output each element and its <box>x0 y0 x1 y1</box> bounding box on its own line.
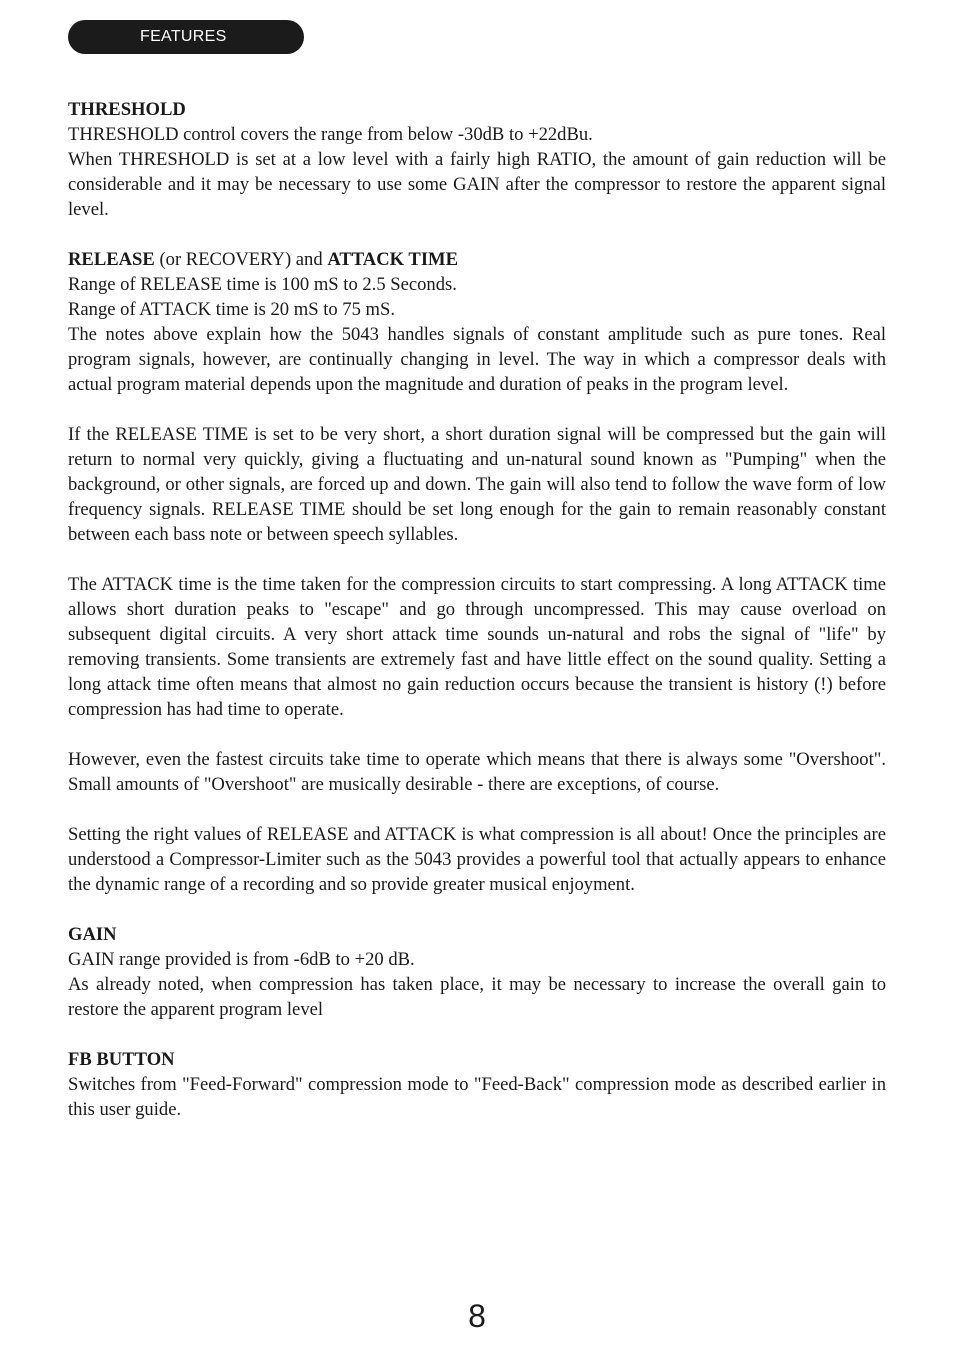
page-number: 8 <box>468 1298 486 1334</box>
overshoot-paragraph: However, even the fastest circuits take time to operate which means that there is always some "Overshoot". Small amounts of "Overshoot" are musically desirable - there are exceptions, of course. <box>68 749 886 795</box>
release-attack-heading <box>68 247 886 272</box>
document-body <box>68 97 886 1122</box>
fb-button-heading: FB BUTTON <box>68 1049 175 1070</box>
attack-heading: ATTACK TIME <box>327 249 459 270</box>
attack-range-text: Range of ATTACK time is 20 mS to 75 mS. <box>68 299 396 320</box>
gain-range-text: GAIN range provided is from -6dB to +20 dB. <box>68 949 415 970</box>
gain-heading: GAIN <box>68 924 117 945</box>
fb-button-description: Switches from "Feed-Forward" compression mode to "Feed-Back" compression mode as described earlier in this user guide. <box>68 1074 886 1120</box>
compression-summary-paragraph: Setting the right values of RELEASE and ATTACK is what compression is all about! Once the principles are understood a Compressor-Limiter such as the 5043 provides a powerful tool that actually appears to enhance the dynamic range of a recording and so provide greater musical enjoyment. <box>68 824 886 895</box>
release-time-paragraph: If the RELEASE TIME is set to be very short, a short duration signal will be compressed but the gain will return to normal very quickly, giving a fluctuating and un-natural sound known as "Pumping" when the background, or other signals, are forced up and down. The gain will also tend to follow the wave form of low frequency signals. RELEASE TIME should be set long enough for the gain to remain reasonably constant between each bass note or between speech syllables. <box>68 424 886 545</box>
threshold-range-text: THRESHOLD control covers the range from below -30dB to +22dBu. <box>68 124 593 145</box>
section-tab-label: FEATURES <box>140 28 227 45</box>
threshold-description: When THRESHOLD is set at a low level with a fairly high RATIO, the amount of gain reduction will be considerable and it may be necessary to use some GAIN after the compressor to restore the apparent signal level. <box>68 149 886 220</box>
program-signals-paragraph: The notes above explain how the 5043 handles signals of constant amplitude such as pure tones. Real program signals, however, are continually changing in level. The way in which a compressor deals with actual program material depends upon the magnitude and duration of peaks in the program level. <box>68 324 886 395</box>
threshold-heading: THRESHOLD <box>68 99 186 120</box>
release-heading: RELEASE <box>68 249 155 270</box>
release-range-text: Range of RELEASE time is 100 mS to 2.5 Seconds. <box>68 274 457 295</box>
attack-time-paragraph: The ATTACK time is the time taken for the compression circuits to start compressing. A long ATTACK time allows short duration peaks to "escape" and go through uncompressed. This may cause overload on subsequent digital circuits. A very short attack time sounds un-natural and robs the signal of "life" by removing transients. Some transients are extremely fast and have little effect on the sound quality. Setting a long attack time often means that almost no gain reduction occurs because the transient is history (!) before compression has had time to operate. <box>68 574 886 720</box>
gain-description: As already noted, when compression has taken place, it may be necessary to increase the overall gain to restore the apparent program level <box>68 974 886 1020</box>
section-tab <box>68 20 304 54</box>
release-heading-mid: (or RECOVERY) and <box>154 249 328 270</box>
